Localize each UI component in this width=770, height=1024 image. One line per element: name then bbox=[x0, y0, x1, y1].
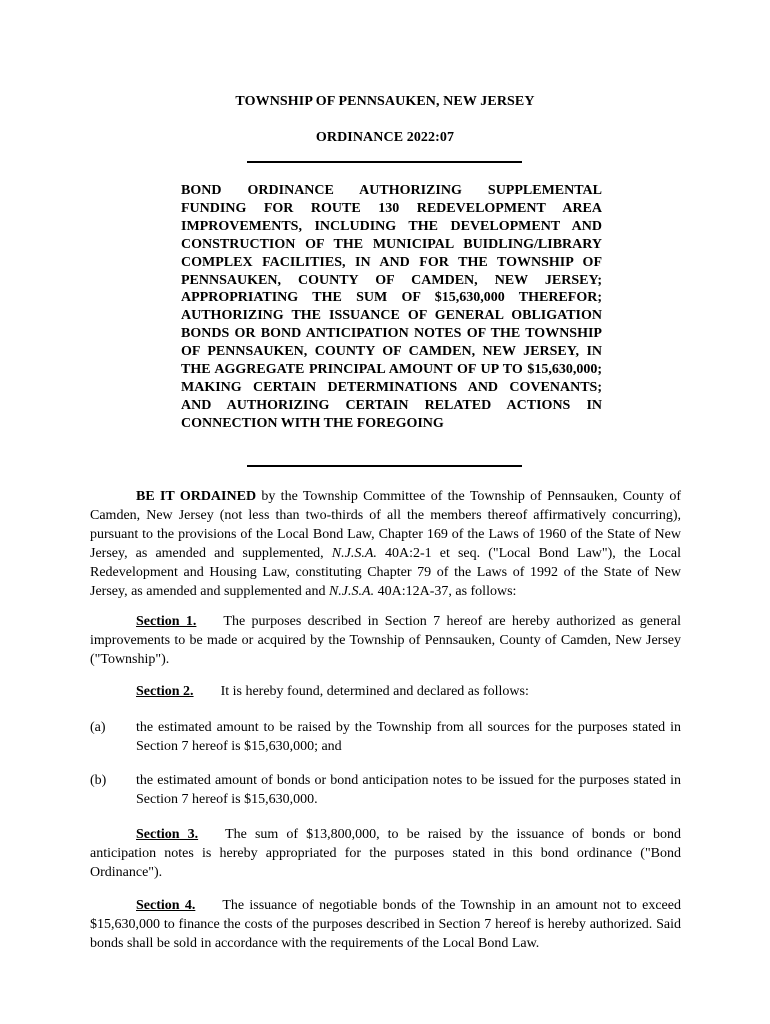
top-divider bbox=[247, 161, 522, 163]
section-1-text: The purposes described in Section 7 hereof are hereby authorized as general improvements to be made or acquired by the Township of Pennsauken, County of Camden, New Jersey ("Township"). bbox=[90, 614, 681, 667]
section-3-label: Section 3. bbox=[136, 827, 199, 842]
preamble-text-2: 40A:2-1 et seq. ("Local Bond Law"), the Local Redevelopment and Housing Law, constituting Chapter 79 of the Laws of 1992 of the State of New Jersey, as amended and supplemented and bbox=[90, 546, 681, 599]
section-1-label: Section 1. bbox=[136, 614, 197, 629]
section-1-paragraph bbox=[90, 612, 681, 669]
preamble-text-3: 40A:12A-37, as follows: bbox=[374, 584, 517, 599]
section-4-text: The issuance of negotiable bonds of the Township in an amount not to exceed $15,630,000 to finance the costs of the purposes described in Section 7 hereof is hereby authorized. Said bonds shall be sold in accordance with the requirements of the Local Bond Law. bbox=[90, 898, 681, 951]
ordinance-title: BOND ORDINANCE AUTHORIZING SUPPLEMENTAL FUNDING FOR ROUTE 130 REDEVELOPMENT AREA IMPROVEMENTS, INCLUDING THE DEVELOPMENT AND CONSTRUCTION OF THE MUNICIPAL BUIDLING/LIBRARY COMPLEX FACILITIES, IN AND FOR THE TOWNSHIP OF PENNSAUKEN, COUNTY OF CAMDEN, NEW JERSEY; APPROPRIATING THE SUM OF $15,630,000 THEREFOR; AUTHORIZING THE ISSUANCE OF GENERAL OBLIGATION BONDS OR BOND ANTICIPATION NOTES OF THE TOWNSHIP OF PENNSAUKEN, COUNTY OF CAMDEN, NEW JERSEY, IN THE AGGREGATE PRINCIPAL AMOUNT OF UP TO $15,630,000; MAKING CERTAIN DETERMINATIONS AND COVENANTS; AND AUTHORIZING CERTAIN RELATED ACTIONS IN CONNECTION WITH THE FOREGOING bbox=[181, 183, 602, 431]
section-3-text: The sum of $13,800,000, to be raised by the issuance of bonds or bond anticipation notes is hereby appropriated for the purposes stated in this bond ordinance ("Bond Ordinance"). bbox=[90, 827, 681, 880]
preamble-lead: BE IT ORDAINED bbox=[136, 489, 257, 504]
list-item-text: the estimated amount of bonds or bond anticipation notes to be issued for the purposes stated in Section 7 hereof is $15,630,000. bbox=[136, 773, 681, 807]
list-item-letter: (a) bbox=[90, 720, 106, 735]
preamble-paragraph bbox=[90, 487, 681, 601]
section-3-paragraph bbox=[90, 825, 681, 882]
section-4-paragraph bbox=[90, 896, 681, 953]
ordinance-number: ORDINANCE 2022:07 bbox=[315, 130, 455, 145]
preamble-citation-2: N.J.S.A. bbox=[328, 584, 375, 599]
preamble-text-1: by the Township Committee of the Township of Pennsauken, County of Camden, New Jersey (not less than two-thirds of all the members thereof affirmatively concurring), pursuant to the provisions of the Local Bond Law, Chapter 169 of the Laws of 1960 of the State of New Jersey, as amended and supplemented, bbox=[90, 489, 681, 561]
bottom-divider bbox=[247, 465, 522, 467]
municipality-heading: TOWNSHIP OF PENNSAUKEN, NEW JERSEY bbox=[235, 94, 535, 109]
list-item-text: the estimated amount to be raised by the Township from all sources for the purposes stated in Section 7 hereof is $15,630,000; and bbox=[136, 720, 681, 754]
list-item-letter: (b) bbox=[90, 773, 107, 788]
preamble-citation-1: N.J.S.A. bbox=[331, 546, 377, 561]
section-2-paragraph bbox=[90, 682, 681, 701]
section-2-text: It is hereby found, determined and declared as follows: bbox=[220, 684, 529, 699]
section-4-label: Section 4. bbox=[136, 898, 196, 913]
section-2-label: Section 2. bbox=[136, 684, 194, 699]
